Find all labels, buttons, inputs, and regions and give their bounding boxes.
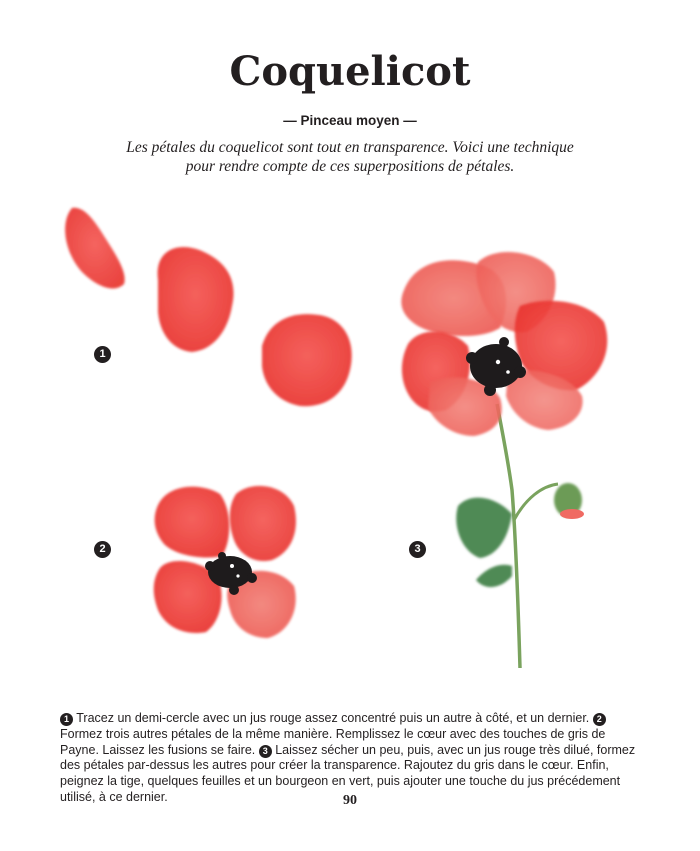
step-1-badge: 1 <box>94 346 111 363</box>
petal <box>158 247 234 352</box>
step-1-petals <box>65 208 352 406</box>
leaf <box>476 565 512 587</box>
petal <box>230 486 296 561</box>
page-title: Coquelicot <box>229 48 471 95</box>
step-number-badge: 3 <box>259 745 272 758</box>
leaf <box>456 498 512 558</box>
step-number-badge: 2 <box>593 713 606 726</box>
step-2-flower <box>154 486 296 638</box>
step-2-badge: 2 <box>94 541 111 558</box>
step-3-badge: 3 <box>409 541 426 558</box>
step-3-poppy <box>401 252 607 668</box>
intro-line: pour rendre compte de ces superpositions de pétales. <box>185 158 515 175</box>
step-text: Laissez sécher un peu, puis, avec un jus rouge très dilué, formez des pétales par-dessus les autres pour créer la transparence. Rajoutez du gris dans le cœur. Enfin, peignez la tige, quelques feuilles et un bourgeon en vert, puis ajouter une touche du jus précédement utilisé, à ce dernier. <box>60 742 636 804</box>
step-text: Formez trois autres pétales de la même manière. Remplissez le cœur avec des touches de gris de Payne. Laissez les fusions se faire. <box>60 726 606 757</box>
petal <box>262 314 352 406</box>
intro-line: Les pétales du coquelicot sont tout en transparence. Voici une technique <box>126 139 574 156</box>
step-number-badge: 1 <box>60 713 73 726</box>
page-number: 90 <box>343 793 357 808</box>
page-subtitle: — Pinceau moyen — <box>283 113 417 128</box>
step-text: Tracez un demi-cercle avec un jus rouge assez concentré puis un autre à côté, et un dernier. <box>76 711 590 725</box>
stem <box>514 484 558 520</box>
instructions-caption <box>60 711 645 806</box>
petal <box>65 208 125 289</box>
petal <box>155 487 230 558</box>
